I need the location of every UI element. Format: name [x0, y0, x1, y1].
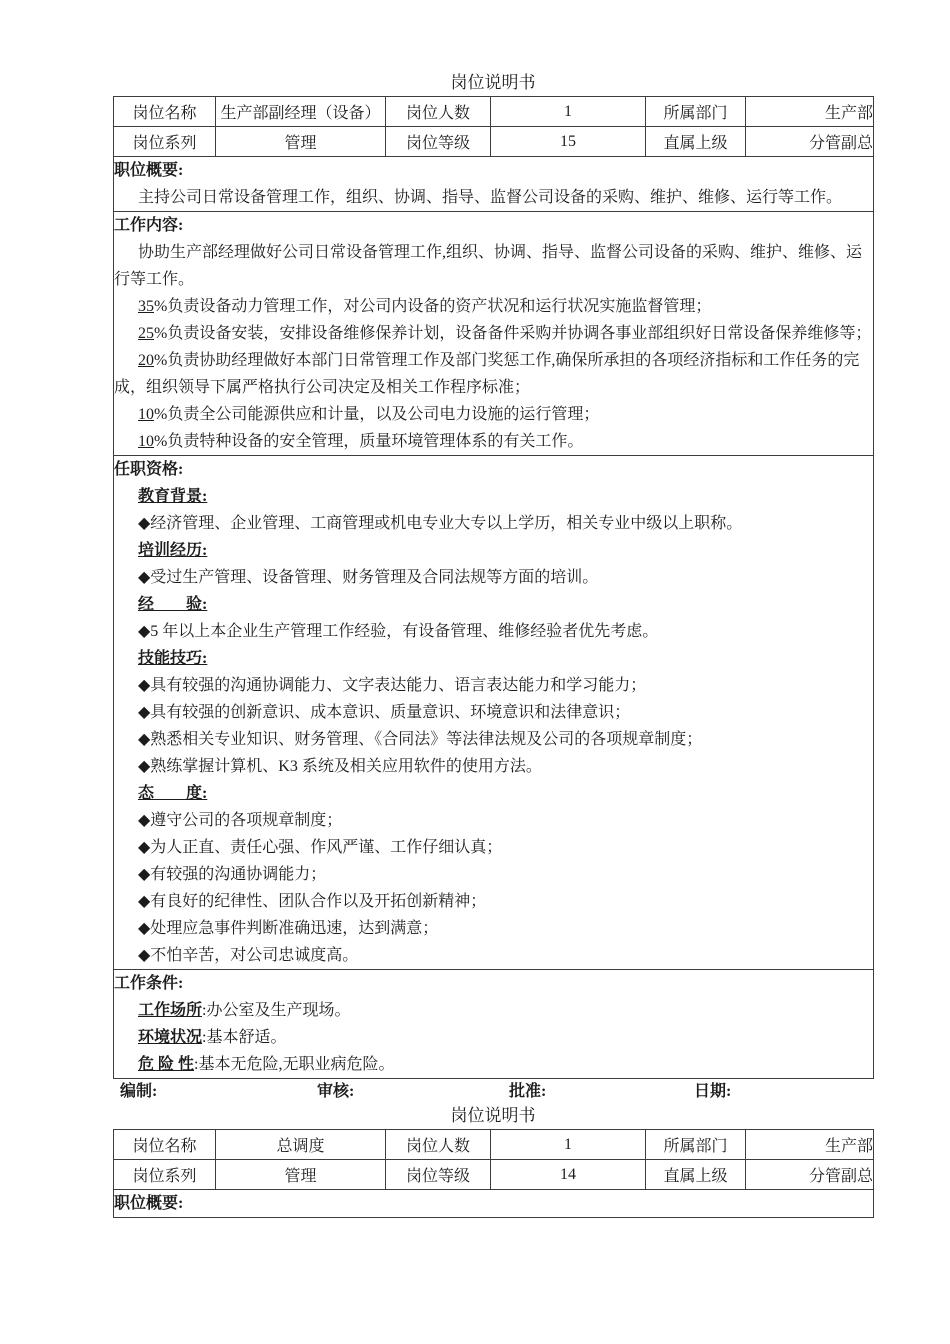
qual-group-label [138, 645, 873, 672]
qual-item: ◆受过生产管理、设备管理、财务管理及合同法规等方面的培训。 [138, 569, 599, 586]
experience-label: 经 验: [138, 596, 208, 613]
position-series-value: 管理 [216, 1160, 386, 1190]
qual-item: ◆熟练掌握计算机、K3 系统及相关应用软件的使用方法。 [138, 758, 542, 775]
position-series-label: 岗位系列 [114, 1160, 216, 1190]
doc1-info-row-2 [114, 127, 874, 157]
direct-superior-label: 直属上级 [646, 127, 746, 157]
direct-superior-value: 分管副总 [746, 127, 874, 157]
department-label: 所属部门 [646, 97, 746, 127]
headcount-label: 岗位人数 [386, 1130, 491, 1160]
doc2-table [113, 1129, 874, 1218]
qualifications-heading: 任职资格: [114, 461, 184, 478]
attitude-label: 态 度: [138, 785, 208, 802]
duty-item [114, 293, 873, 320]
conditions-heading: 工作条件: [114, 975, 184, 992]
qual-group-label [138, 780, 873, 807]
duties-intro: 协助生产部经理做好公司日常设备管理工作,组织、协调、指导、监督公司设备的采购、维护、维修、运行等工作。 [114, 244, 863, 288]
duty-percent: 20 [138, 352, 154, 369]
conditions-section [114, 970, 874, 1079]
position-name-label: 岗位名称 [114, 97, 216, 127]
condition-item [138, 997, 873, 1024]
position-grade-value: 14 [491, 1160, 646, 1190]
position-grade-value: 15 [491, 127, 646, 157]
duties-heading: 工作内容: [114, 217, 184, 234]
condition-item [138, 1024, 873, 1051]
doc2-title: 岗位说明书 [450, 1106, 536, 1125]
qual-item: ◆经济管理、企业管理、工商管理或机电专业大专以上学历，相关专业中级以上职称。 [138, 515, 743, 532]
environment-text: :基本舒适。 [202, 1029, 287, 1046]
training-label: 培训经历: [138, 542, 208, 559]
duty-percent: 10 [138, 406, 154, 423]
qualifications-section [114, 456, 874, 970]
qual-item: ◆具有较强的沟通协调能力、文字表达能力、语言表达能力和学习能力； [138, 677, 647, 694]
qual-group-label [138, 591, 873, 618]
summary-row [114, 157, 874, 212]
doc1-table [113, 96, 874, 1079]
qual-item: ◆有良好的纪律性、团队合作以及开拓创新精神； [138, 893, 487, 910]
duty-text: %负责设备安装，安排设备维修保养计划，设备备件采购并协调各事业部组织好日常设备保养维修等； [154, 325, 872, 342]
conditions-row [114, 970, 874, 1079]
qual-item: ◆有较强的沟通协调能力； [138, 866, 327, 883]
workplace-label: 工作场所 [138, 1002, 203, 1019]
headcount-value: 1 [491, 97, 646, 127]
summary-text: 主持公司日常设备管理工作，组织、协调、指导、监督公司设备的采购、维护、维修、运行等工作。 [138, 189, 843, 206]
qual-item: ◆不怕辛苦，对公司忠诚度高。 [138, 947, 359, 964]
qual-group-label [138, 483, 873, 510]
date-label: 日期: [694, 1083, 732, 1100]
duty-percent: 10 [138, 433, 154, 450]
doc1-info-row-1 [114, 97, 874, 127]
duty-percent: 35 [138, 298, 154, 315]
position-series-value: 管理 [216, 127, 386, 157]
headcount-label: 岗位人数 [386, 97, 491, 127]
duty-text: %负责设备动力管理工作，对公司内设备的资产状况和运行状况实施监督管理； [154, 298, 712, 315]
doc1-title: 岗位说明书 [450, 73, 536, 92]
department-value: 生产部 [746, 97, 874, 127]
qual-item: ◆遵守公司的各项规章制度； [138, 812, 343, 829]
headcount-value: 1 [491, 1130, 646, 1160]
summary-heading: 职位概要: [114, 162, 184, 179]
qual-item: ◆5 年以上本企业生产管理工作经验，有设备管理、维修经验者优先考虑。 [138, 623, 659, 640]
qual-item: ◆具有较强的创新意识、成本意识、质量意识、环境意识和法律意识； [138, 704, 631, 721]
duty-text: %负责特种设备的安全管理，质量环境管理体系的有关工作。 [154, 433, 584, 450]
duties-row [114, 212, 874, 456]
doc2-summary-section [114, 1190, 874, 1218]
qual-item: ◆熟悉相关专业知识、财务管理、《合同法》等法律法规及公司的各项规章制度； [138, 731, 703, 748]
environment-label: 环境状况 [138, 1029, 203, 1046]
position-grade-label: 岗位等级 [386, 1160, 491, 1190]
condition-item [138, 1051, 873, 1078]
duty-text: %负责协助经理做好本部门日常管理工作及部门奖惩工作,确保所承担的各项经济指标和工作任务的完成，组织领导下属严格执行公司决定及相关工作程序标准； [114, 352, 860, 396]
risk-label: 危 险 性 [138, 1056, 195, 1073]
signoff-row [113, 1079, 873, 1105]
duty-percent: 25 [138, 325, 154, 342]
duties-section [114, 212, 874, 456]
department-value: 生产部 [746, 1130, 874, 1160]
reviewed-by-label: 审核: [317, 1083, 355, 1100]
duty-item [114, 428, 873, 455]
position-name-value: 总调度 [216, 1130, 386, 1160]
workplace-text: :办公室及生产现场。 [202, 1002, 351, 1019]
direct-superior-value: 分管副总 [746, 1160, 874, 1190]
doc2-summary-heading: 职位概要: [114, 1195, 184, 1212]
duty-text: %负责全公司能源供应和计量，以及公司电力设施的运行管理； [154, 406, 600, 423]
qual-item: ◆处理应急事件判断准确迅速，达到满意； [138, 920, 439, 937]
duty-item [114, 401, 873, 428]
qualifications-row [114, 456, 874, 970]
duty-item [114, 320, 873, 347]
education-label: 教育背景: [138, 488, 208, 505]
position-name-value: 生产部副经理（设备） [216, 97, 386, 127]
doc2-summary-row [114, 1190, 874, 1218]
approved-by-label: 批准: [509, 1083, 547, 1100]
skills-label: 技能技巧: [138, 650, 208, 667]
doc2-info-row-2 [114, 1160, 874, 1190]
qual-item: ◆为人正直、责任心强、作风严谨、工作仔细认真； [138, 839, 503, 856]
risk-text: :基本无危险,无职业病危险。 [194, 1056, 395, 1073]
doc2-info-row-1 [114, 1130, 874, 1160]
prepared-by-label: 编制: [120, 1083, 158, 1100]
duty-item [114, 347, 873, 401]
position-name-label: 岗位名称 [114, 1130, 216, 1160]
department-label: 所属部门 [646, 1130, 746, 1160]
direct-superior-label: 直属上级 [646, 1160, 746, 1190]
summary-section [114, 157, 874, 212]
position-grade-label: 岗位等级 [386, 127, 491, 157]
qual-group-label [138, 537, 873, 564]
position-series-label: 岗位系列 [114, 127, 216, 157]
